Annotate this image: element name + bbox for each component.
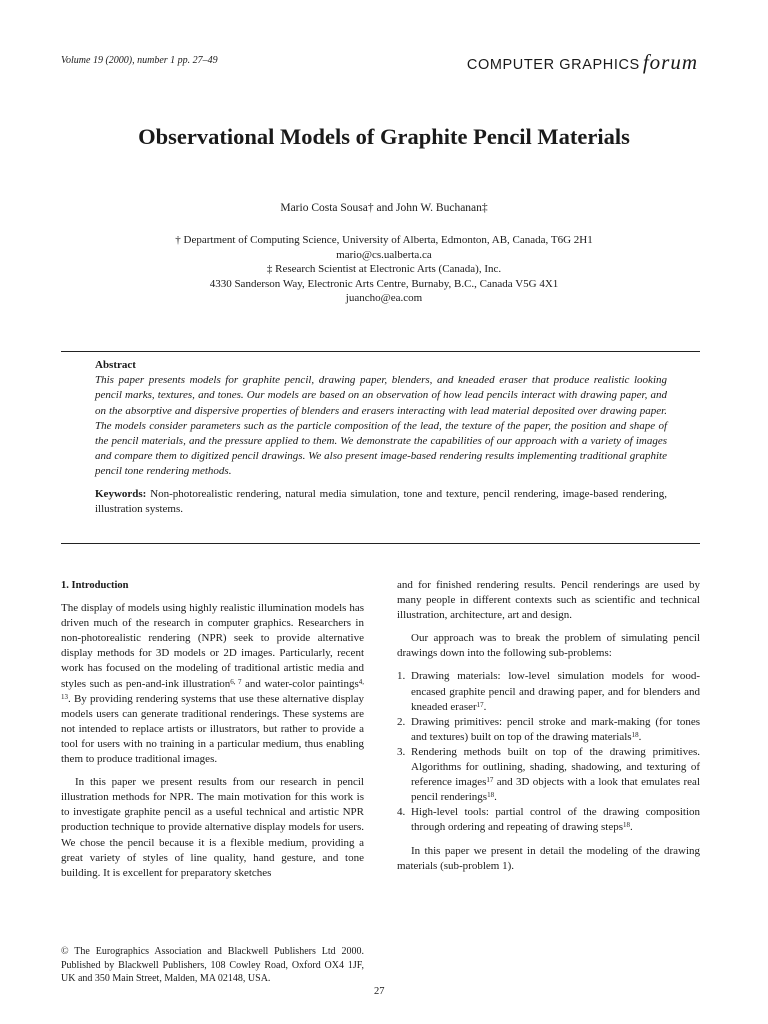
affiliation-line: 4330 Sanderson Way, Electronic Arts Centre, Burnaby, B.C., Canada V5G 4X1	[209, 277, 559, 290]
keywords-text: Non-photorealistic rendering, natural media simulation, tone and texture, pencil rendering, image-based rendering, illustration systems.	[95, 487, 667, 515]
journal-name-main: COMPUTER GRAPHICS	[466, 57, 640, 73]
intro-paragraph-4: In this paper we present in detail the modeling of the drawing materials (sub-problem 1).	[397, 844, 700, 872]
citation: 18	[623, 821, 630, 830]
journal-volume-info: Volume 19 (2000), number 1 pp. 27–49	[61, 55, 218, 66]
citation: 17	[476, 700, 484, 709]
page-number: 27	[374, 986, 385, 997]
copyright-footnote: © The Eurographics Association and Blackwell Publishers Ltd 2000. Published by Blackwell Publishers, 108 Cowley Road, Oxford OX4 1JF, UK and 350 Main Street, Malden, MA 02148, USA.	[61, 946, 364, 984]
abstract-block	[95, 358, 667, 517]
intro-paragraph-3: Our approach was to break the problem of simulating pencil drawings down into the following sub-problems:	[397, 632, 700, 660]
abstract-label: Abstract	[95, 359, 136, 371]
affiliation-line: ‡ Research Scientist at Electronic Arts (Canada), Inc.	[266, 263, 502, 276]
journal-name-forum: forum	[642, 50, 698, 74]
citation: 6, 7	[230, 677, 242, 686]
abstract-text: This paper presents models for graphite pencil, drawing paper, blenders, and kneaded eraser that produce realistic looking pencil marks, textures, and tones. Our models are based on an observation of how lead pencils interact with drawing paper, and on the absorptive and dispersive properties of blenders and erasers interacting with lead material deposited over drawing paper. The models consider parameters such as the particle composition of the lead, the texture of the paper, the position and shape of the pencil materials, and the pressure applied to them. We demonstrate the capabilities of our approach with a variety of images and compare them to digitized pencil drawings. We also present image-based rendering results implementing traditional graphite pencil tone rendering methods.	[95, 374, 667, 478]
affiliation-email: mario@cs.ualberta.ca	[336, 248, 432, 261]
paper-authors: Mario Costa Sousa† and John W. Buchanan‡	[280, 202, 488, 214]
intro-paragraph-2: In this paper we present results from our research in pencil illustration methods for NPR. The main motivation for this work is to investigate graphite pencil as a useful technical and artistic NPR production technique to provide alternative display models for users. We chose the pencil because it is a flexible medium, providing a great variety of styles of line quality, hand gesture, and tone building. It is excellent for preparatory sketches	[61, 776, 364, 879]
journal-name	[467, 50, 698, 75]
abstract-bottom-rule	[61, 543, 700, 544]
affiliation-line: † Department of Computing Science, University of Alberta, Edmonton, AB, Canada, T6G 2H1	[175, 234, 593, 246]
citation: 18	[487, 791, 495, 800]
list-item: 2. Drawing primitives: pencil stroke and mark-making (for tones and textures) built on top of the drawing materials$^{18}$.	[397, 715, 700, 743]
list-item: 4. High-level tools: partial control of the drawing composition through ordering and repeating of drawing steps$^{18}$.	[397, 806, 700, 834]
citation: 17	[486, 776, 494, 785]
sub-problem-list	[397, 669, 700, 835]
left-column	[61, 578, 364, 881]
abstract-top-rule	[61, 351, 700, 352]
intro-paragraph-1: The display of models using highly realistic illumination models has driven much of the research in computer graphics. Researchers in non-photorealistic rendering (NPR) seek to provide alternative display methods for 3D models or 2D images. Particularly, recent work has focused on the modeling of traditional artistic media and styles such as pen-and-ink illustration$^{6, 7}$ and water-color paintings$^{4, 13}$. By providing rendering systems that use these alternative display models users can generate traditional renderings. These systems are not intended to replace artists or illustrators, but rather to provide a tool for users with no training in a particular medium, thus enabling them to produce traditional images.	[61, 602, 364, 766]
intro-paragraph-2-continued: and for finished rendering results. Pencil renderings are used by many people in different contexts such as scientific and technical illustration, architecture, art and design.	[397, 579, 700, 622]
section-heading: 1. Introduction	[61, 580, 129, 591]
right-column	[397, 578, 700, 874]
citation: 4, 13	[61, 677, 364, 701]
keywords-label: Keywords:	[95, 487, 147, 500]
affiliation-email: juancho@ea.com	[345, 292, 423, 305]
citation: 18	[631, 730, 639, 739]
keywords	[95, 487, 667, 517]
list-item: 1. Drawing materials: low-level simulation models for wood-encased graphite pencil and drawing paper, and for blenders and kneaded eraser$^{17}$.	[397, 670, 700, 713]
affiliations	[0, 233, 768, 306]
paper-title: Observational Models of Graphite Pencil Materials	[138, 124, 630, 149]
list-item: 3. Rendering methods built on top of the drawing primitives. Algorithms for outlining, shading, shadowing, and texturing of reference images$^{17}$ and 3D objects with a look that emulates real pencil renderings$^{18}$.	[397, 745, 700, 804]
